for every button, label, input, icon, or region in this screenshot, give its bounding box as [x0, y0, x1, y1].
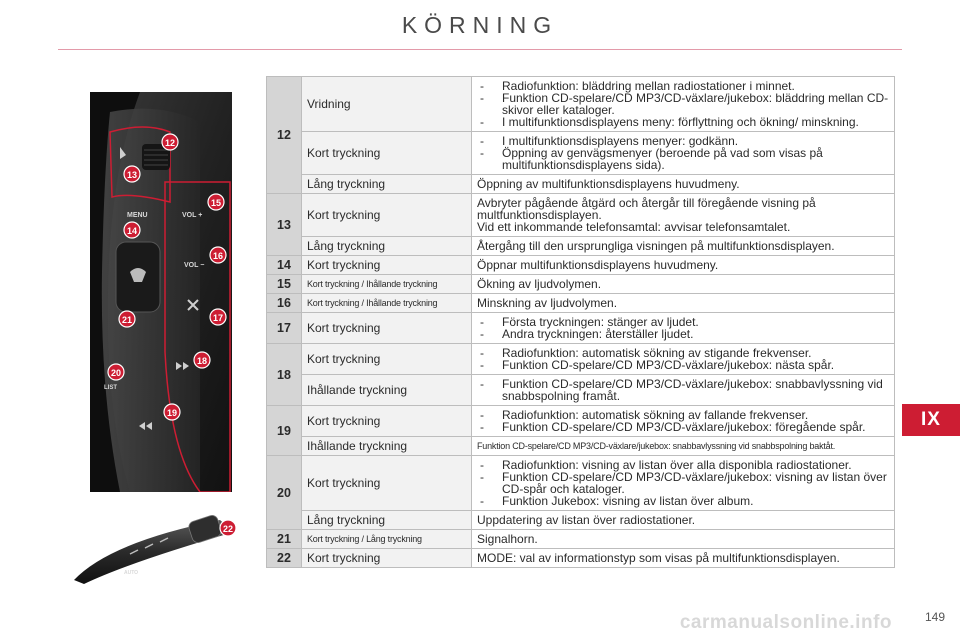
table-row — [267, 275, 895, 294]
table-row — [267, 406, 895, 437]
action-cell: Kort tryckning — [302, 344, 472, 375]
list-item: - Funktion CD-spelare/CD MP3/CD-växlare/jukebox: snabbavlyssning vid snabbspolning framåt. — [477, 378, 889, 402]
control-number: 15 — [267, 275, 302, 294]
function-cell — [472, 406, 895, 437]
marker-21: 21 — [121, 315, 133, 325]
table-row — [267, 437, 895, 456]
list-item: - Radiofunktion: bläddring mellan radiostationer i minnet. — [477, 80, 889, 92]
control-number: 22 — [267, 549, 302, 568]
title-divider — [58, 49, 902, 50]
wiper-stalk-illustration — [70, 502, 242, 584]
table-row — [267, 175, 895, 194]
action-cell: Lång tryckning — [302, 175, 472, 194]
list-item: - Radiofunktion: visning av listan över alla disponibla radiostationer. — [477, 459, 889, 471]
action-cell: Ihållande tryckning — [302, 437, 472, 456]
control-number: 13 — [267, 194, 302, 256]
marker-19: 19 — [166, 408, 178, 418]
action-cell: Kort tryckning — [302, 406, 472, 437]
control-number: 19 — [267, 406, 302, 456]
list-item: - I multifunktionsdisplayens menyer: godkänn. — [477, 135, 889, 147]
table-row — [267, 313, 895, 344]
function-list — [477, 347, 889, 371]
function-cell: Minskning av ljudvolymen. — [472, 294, 895, 313]
action-cell: Kort tryckning — [302, 194, 472, 237]
chapter-tab: IX — [902, 404, 960, 436]
control-number: 18 — [267, 344, 302, 406]
function-cell: Signalhorn. — [472, 530, 895, 549]
marker-16: 16 — [212, 251, 224, 261]
function-list — [477, 409, 889, 433]
page-title: KÖRNING — [401, 12, 559, 38]
function-text: Avbryter pågående åtgärd och återgår till föregående visning på multfunktionsdisplayen. — [477, 196, 816, 222]
list-item: - Första tryckningen: stänger av ljudet. — [477, 316, 889, 328]
action-cell: Kort tryckning — [302, 132, 472, 175]
page-number: 149 — [924, 610, 945, 624]
action-cell: Vridning — [302, 77, 472, 132]
marker-15: 15 — [210, 198, 222, 208]
action-cell: Kort tryckning — [302, 456, 472, 511]
action-cell: Ihållande tryckning — [302, 375, 472, 406]
function-cell — [472, 132, 895, 175]
function-list — [477, 80, 889, 128]
list-item: - Funktion CD-spelare/CD MP3/CD-växlare/jukebox: visning av listan över CD-spår och kataloger. — [477, 471, 889, 495]
control-number: 20 — [267, 456, 302, 530]
list-item: - Funktion CD-spelare/CD MP3/CD-växlare/jukebox: föregående spår. — [477, 421, 889, 433]
control-number: 14 — [267, 256, 302, 275]
action-cell: Kort tryckning / Lång tryckning — [302, 530, 472, 549]
list-item: - Andra tryckningen: återställer ljudet. — [477, 328, 889, 340]
function-cell: Öppnar multifunktionsdisplayens huvudmeny. — [472, 256, 895, 275]
function-list — [477, 316, 889, 340]
marker-22: 22 — [222, 524, 234, 534]
marker-12: 12 — [164, 138, 176, 148]
vol-plus-label: VOL + — [182, 212, 203, 219]
table-row — [267, 375, 895, 406]
table-row — [267, 344, 895, 375]
list-item: - Öppning av genvägsmenyer (beroende på vad som visas på multifunktionsdisplayens sida). — [477, 147, 889, 171]
table-row — [267, 256, 895, 275]
action-cell: Lång tryckning — [302, 511, 472, 530]
action-cell: Lång tryckning — [302, 237, 472, 256]
table-row — [267, 294, 895, 313]
function-list — [477, 135, 889, 171]
action-cell: Kort tryckning / Ihållande tryckning — [302, 275, 472, 294]
steering-wheel-illustration — [90, 92, 232, 492]
function-cell: MODE: val av informationstyp som visas på multifunktionsdisplayen. — [472, 549, 895, 568]
function-cell: Ökning av ljudvolymen. — [472, 275, 895, 294]
marker-14: 14 — [126, 226, 138, 236]
list-item: - Funktion CD-spelare/CD MP3/CD-växlare/jukebox: bläddring mellan CD-skivor eller kataloger. — [477, 92, 889, 116]
list-item: - Funktion Jukebox: visning av listan över album. — [477, 495, 889, 507]
table-row — [267, 77, 895, 132]
function-list — [477, 459, 889, 507]
controls-table — [266, 76, 895, 568]
steering-wheel-controls-photo — [90, 92, 232, 492]
wiper-stalk-photo — [70, 502, 242, 584]
list-item: - Radiofunktion: automatisk sökning av stigande frekvenser. — [477, 347, 889, 359]
action-cell: Kort tryckning — [302, 549, 472, 568]
list-item: - Funktion CD-spelare/CD MP3/CD-växlare/jukebox: nästa spår. — [477, 359, 889, 371]
marker-20: 20 — [110, 368, 122, 378]
control-number: 21 — [267, 530, 302, 549]
function-cell — [472, 375, 895, 406]
control-number: 12 — [267, 77, 302, 194]
list-button-label: LIST — [104, 385, 117, 391]
table-row — [267, 194, 895, 237]
footer-watermark: carmanualsonline.info — [679, 612, 892, 633]
action-cell: Kort tryckning — [302, 256, 472, 275]
marker-18: 18 — [196, 356, 208, 366]
function-list — [477, 378, 889, 402]
action-cell: Kort tryckning / Ihållande tryckning — [302, 294, 472, 313]
action-cell: Kort tryckning — [302, 313, 472, 344]
function-cell — [472, 344, 895, 375]
table-row — [267, 530, 895, 549]
table-row — [267, 511, 895, 530]
function-cell — [472, 456, 895, 511]
function-cell — [472, 77, 895, 132]
function-cell — [472, 194, 895, 237]
control-number: 17 — [267, 313, 302, 344]
menu-button-label: MENU — [127, 212, 148, 219]
marker-13: 13 — [126, 170, 138, 180]
function-cell: Funktion CD-spelare/CD MP3/CD-växlare/jukebox: snabbavlyssning vid snabbspolning baktåt. — [472, 437, 895, 456]
list-item: - Radiofunktion: automatisk sökning av fallande frekvenser. — [477, 409, 889, 421]
list-item: - I multifunktionsdisplayens meny: förflyttning och ökning/ minskning. — [477, 116, 889, 128]
marker-17: 17 — [212, 313, 224, 323]
controls-table-body — [267, 77, 895, 568]
function-cell: Återgång till den ursprungliga visningen på multifunktionsdisplayen. — [472, 237, 895, 256]
function-cell: Öppning av multifunktionsdisplayens huvudmeny. — [472, 175, 895, 194]
vol-minus-label: VOL − — [184, 262, 205, 269]
table-row — [267, 132, 895, 175]
table-row — [267, 456, 895, 511]
function-cell — [472, 313, 895, 344]
table-row — [267, 549, 895, 568]
function-text: Vid ett inkommande telefonsamtal: avvisar telefonsamtalet. — [477, 220, 791, 234]
table-row — [267, 237, 895, 256]
auto-label: AUTO — [124, 570, 139, 576]
function-cell: Uppdatering av listan över radiostationer. — [472, 511, 895, 530]
control-number: 16 — [267, 294, 302, 313]
